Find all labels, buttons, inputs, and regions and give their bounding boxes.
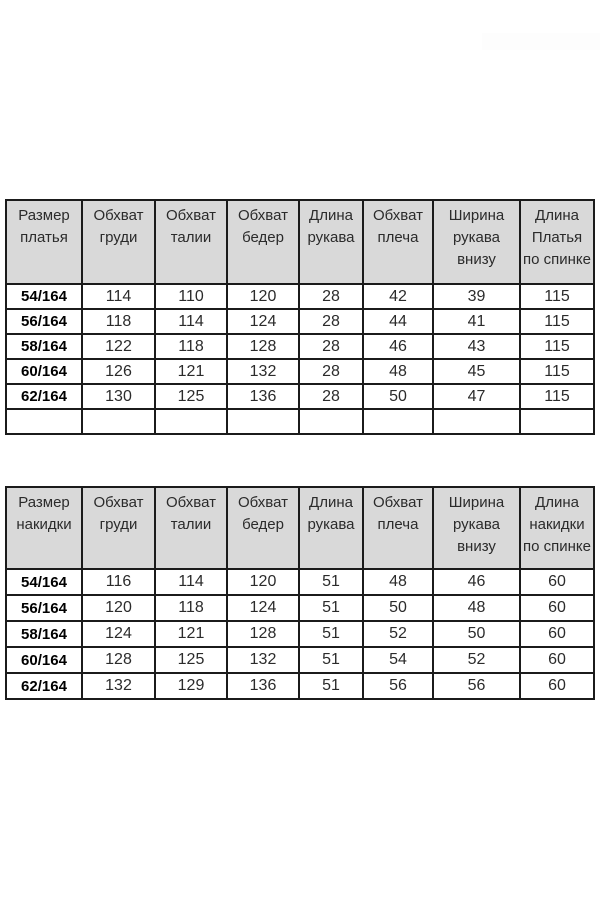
value-cell: 115	[520, 359, 594, 384]
value-cell: 128	[82, 647, 155, 673]
value-cell: 60	[520, 673, 594, 699]
value-cell: 28	[299, 384, 363, 409]
watermark-artifact	[482, 33, 600, 50]
size-cell: 58/164	[6, 621, 82, 647]
value-cell: 43	[433, 334, 520, 359]
size-cell: 54/164	[6, 569, 82, 595]
value-cell: 120	[227, 569, 299, 595]
value-cell: 28	[299, 284, 363, 309]
value-cell: 128	[227, 334, 299, 359]
value-cell: 118	[155, 334, 227, 359]
value-cell: 120	[82, 595, 155, 621]
value-cell: 56	[363, 673, 433, 699]
value-cell: 52	[363, 621, 433, 647]
value-cell: 115	[520, 334, 594, 359]
value-cell: 115	[520, 284, 594, 309]
header-back-length: Длина Платья по спинке	[520, 200, 594, 284]
value-cell: 51	[299, 569, 363, 595]
value-cell	[82, 409, 155, 434]
table-row	[6, 309, 594, 334]
value-cell: 39	[433, 284, 520, 309]
header-sleeve-length: Длина рукава	[299, 200, 363, 284]
size-cell: 60/164	[6, 359, 82, 384]
value-cell: 124	[227, 309, 299, 334]
value-cell	[227, 409, 299, 434]
value-cell: 118	[155, 595, 227, 621]
size-cell: 56/164	[6, 595, 82, 621]
size-cell	[6, 409, 82, 434]
value-cell: 60	[520, 569, 594, 595]
value-cell: 132	[227, 647, 299, 673]
cape-table-header-row	[6, 487, 594, 569]
value-cell: 132	[227, 359, 299, 384]
value-cell: 50	[433, 621, 520, 647]
size-cell: 62/164	[6, 673, 82, 699]
value-cell: 110	[155, 284, 227, 309]
value-cell: 42	[363, 284, 433, 309]
value-cell: 46	[363, 334, 433, 359]
table-row	[6, 569, 594, 595]
value-cell: 114	[82, 284, 155, 309]
value-cell	[155, 409, 227, 434]
header-hips: Обхват бедер	[227, 487, 299, 569]
table-row	[6, 647, 594, 673]
value-cell: 116	[82, 569, 155, 595]
value-cell: 118	[82, 309, 155, 334]
value-cell: 46	[433, 569, 520, 595]
value-cell	[299, 409, 363, 434]
header-sleeve-width-bottom: Ширина рукава внизу	[433, 487, 520, 569]
value-cell: 121	[155, 621, 227, 647]
value-cell: 48	[363, 569, 433, 595]
size-cell: 58/164	[6, 334, 82, 359]
value-cell: 128	[227, 621, 299, 647]
value-cell	[363, 409, 433, 434]
table-row	[6, 595, 594, 621]
value-cell: 50	[363, 595, 433, 621]
value-cell: 114	[155, 309, 227, 334]
size-cell: 56/164	[6, 309, 82, 334]
value-cell	[520, 409, 594, 434]
header-shoulder: Обхват плеча	[363, 200, 433, 284]
value-cell: 130	[82, 384, 155, 409]
value-cell: 41	[433, 309, 520, 334]
value-cell: 48	[363, 359, 433, 384]
dress-table-header-row	[6, 200, 594, 284]
value-cell: 51	[299, 595, 363, 621]
header-waist: Обхват талии	[155, 487, 227, 569]
value-cell: 136	[227, 673, 299, 699]
value-cell: 120	[227, 284, 299, 309]
value-cell: 121	[155, 359, 227, 384]
header-size: Размер накидки	[6, 487, 82, 569]
value-cell	[433, 409, 520, 434]
table-row	[6, 384, 594, 409]
dress-size-table	[5, 199, 595, 435]
value-cell: 114	[155, 569, 227, 595]
value-cell: 124	[227, 595, 299, 621]
table-row	[6, 334, 594, 359]
size-cell: 62/164	[6, 384, 82, 409]
value-cell: 122	[82, 334, 155, 359]
header-hips: Обхват бедер	[227, 200, 299, 284]
table-row	[6, 621, 594, 647]
header-waist: Обхват талии	[155, 200, 227, 284]
value-cell: 132	[82, 673, 155, 699]
value-cell: 47	[433, 384, 520, 409]
header-sleeve-length: Длина рукава	[299, 487, 363, 569]
value-cell: 60	[520, 621, 594, 647]
value-cell: 126	[82, 359, 155, 384]
value-cell: 115	[520, 309, 594, 334]
value-cell: 136	[227, 384, 299, 409]
size-cell: 60/164	[6, 647, 82, 673]
value-cell: 51	[299, 673, 363, 699]
value-cell: 129	[155, 673, 227, 699]
table-row	[6, 284, 594, 309]
value-cell: 124	[82, 621, 155, 647]
value-cell: 50	[363, 384, 433, 409]
header-size: Размер платья	[6, 200, 82, 284]
value-cell: 52	[433, 647, 520, 673]
header-shoulder: Обхват плеча	[363, 487, 433, 569]
size-cell: 54/164	[6, 284, 82, 309]
table-row	[6, 359, 594, 384]
value-cell: 45	[433, 359, 520, 384]
header-chest: Обхват груди	[82, 487, 155, 569]
value-cell: 51	[299, 647, 363, 673]
value-cell: 44	[363, 309, 433, 334]
value-cell: 28	[299, 359, 363, 384]
value-cell: 60	[520, 647, 594, 673]
value-cell: 28	[299, 309, 363, 334]
value-cell: 60	[520, 595, 594, 621]
header-back-length: Длина накидки по спинке	[520, 487, 594, 569]
value-cell: 51	[299, 621, 363, 647]
table-row	[6, 673, 594, 699]
cape-size-table	[5, 486, 595, 700]
value-cell: 56	[433, 673, 520, 699]
value-cell: 115	[520, 384, 594, 409]
header-chest: Обхват груди	[82, 200, 155, 284]
value-cell: 125	[155, 647, 227, 673]
header-sleeve-width-bottom: Ширина рукава внизу	[433, 200, 520, 284]
value-cell: 125	[155, 384, 227, 409]
value-cell: 28	[299, 334, 363, 359]
value-cell: 48	[433, 595, 520, 621]
empty-row	[6, 409, 594, 434]
value-cell: 54	[363, 647, 433, 673]
